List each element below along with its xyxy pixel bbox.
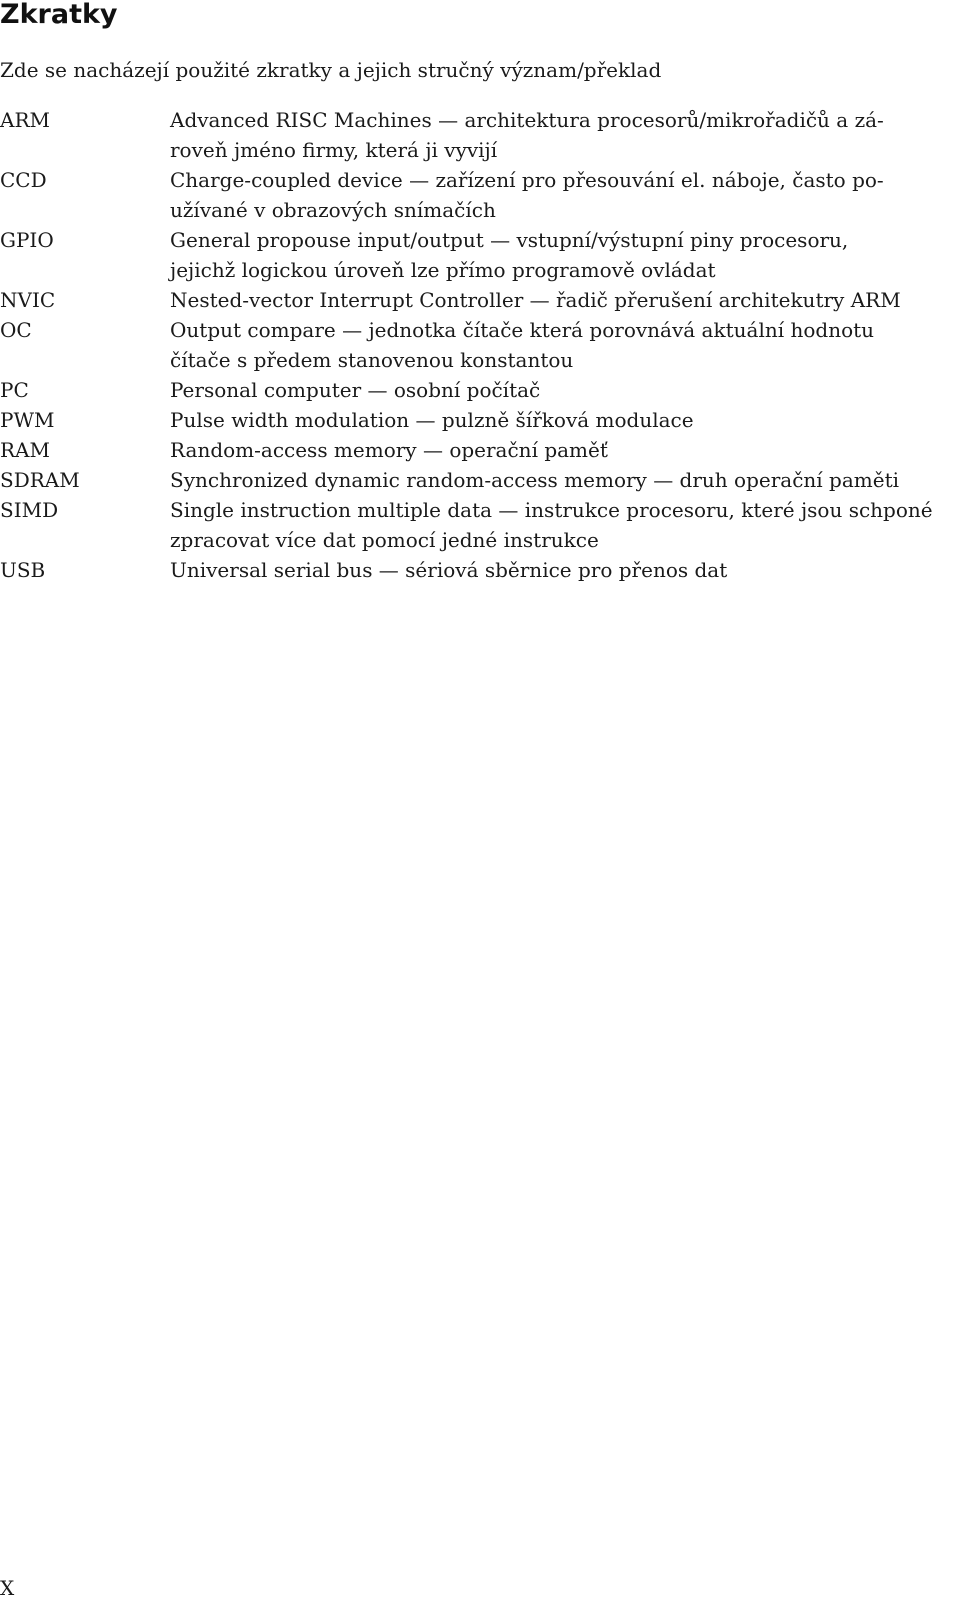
description-line: jejichž logickou úroveň lze přímo programově ovládat bbox=[170, 258, 716, 282]
description-line: Single instruction multiple data — instrukce procesoru, které jsou schponé bbox=[170, 498, 933, 522]
abbreviation-term: OC bbox=[0, 318, 32, 342]
abbreviation-description bbox=[170, 405, 940, 435]
description-line: Random-access memory — operační paměť bbox=[170, 438, 608, 462]
abbreviation-description bbox=[170, 555, 940, 585]
abbreviation-row bbox=[0, 465, 960, 495]
abbreviation-term: ARM bbox=[0, 108, 50, 132]
abbreviation-row bbox=[0, 285, 960, 315]
abbreviation-row bbox=[0, 165, 960, 225]
abbreviation-description bbox=[170, 225, 940, 285]
description-line: Charge-coupled device — zařízení pro přesouvání el. náboje, často po- bbox=[170, 168, 884, 192]
page-number: X bbox=[0, 1576, 15, 1600]
abbreviation-description bbox=[170, 435, 940, 465]
abbreviation-row bbox=[0, 555, 960, 585]
description-line: užívané v obrazových snímačích bbox=[170, 198, 496, 222]
description-line: Advanced RISC Machines — architektura procesorů/mikrořadičů a zá- bbox=[170, 108, 884, 132]
abbreviation-row bbox=[0, 495, 960, 555]
abbreviation-term: NVIC bbox=[0, 288, 56, 312]
abbreviation-row bbox=[0, 225, 960, 285]
description-line: Personal computer — osobní počítač bbox=[170, 378, 541, 402]
description-line: Nested-vector Interrupt Controller — řadič přerušení architekutry ARM bbox=[170, 288, 901, 312]
abbreviation-description bbox=[170, 315, 940, 375]
abbreviation-term: PC bbox=[0, 378, 29, 402]
description-line: General propouse input/output — vstupní/výstupní piny procesoru, bbox=[170, 228, 849, 252]
description-line: čítače s předem stanovenou konstantou bbox=[170, 348, 574, 372]
abbreviation-description bbox=[170, 465, 940, 495]
description-line: Synchronized dynamic random-access memory — druh operační paměti bbox=[170, 468, 900, 492]
page-title: Zkratky bbox=[0, 0, 118, 30]
abbreviation-term: CCD bbox=[0, 168, 47, 192]
description-line: Universal serial bus — sériová sběrnice pro přenos dat bbox=[170, 558, 728, 582]
abbreviation-row bbox=[0, 105, 960, 165]
intro-paragraph: Zde se nacházejí použité zkratky a jejich stručný význam/překlad bbox=[0, 58, 662, 82]
description-line: Output compare — jednotka čítače která porovnává aktuální hodnotu bbox=[170, 318, 875, 342]
abbreviation-description bbox=[170, 105, 940, 165]
abbreviation-term: RAM bbox=[0, 438, 50, 462]
abbreviation-row bbox=[0, 435, 960, 465]
description-line: roveň jméno firmy, která ji vyvijí bbox=[170, 138, 498, 162]
abbreviation-description bbox=[170, 495, 940, 555]
description-line: Pulse width modulation — pulzně šířková modulace bbox=[170, 408, 694, 432]
abbreviation-row bbox=[0, 375, 960, 405]
abbreviation-description bbox=[170, 165, 940, 225]
description-line: zpracovat více dat pomocí jedné instrukce bbox=[170, 528, 599, 552]
abbreviation-list bbox=[0, 105, 960, 585]
abbreviation-row bbox=[0, 405, 960, 435]
abbreviation-term: USB bbox=[0, 558, 46, 582]
abbreviation-term: SIMD bbox=[0, 498, 59, 522]
abbreviation-term: SDRAM bbox=[0, 468, 80, 492]
abbreviation-description bbox=[170, 285, 940, 315]
abbreviation-row bbox=[0, 315, 960, 375]
abbreviation-term: PWM bbox=[0, 408, 55, 432]
abbreviation-description bbox=[170, 375, 940, 405]
abbreviation-term: GPIO bbox=[0, 228, 54, 252]
